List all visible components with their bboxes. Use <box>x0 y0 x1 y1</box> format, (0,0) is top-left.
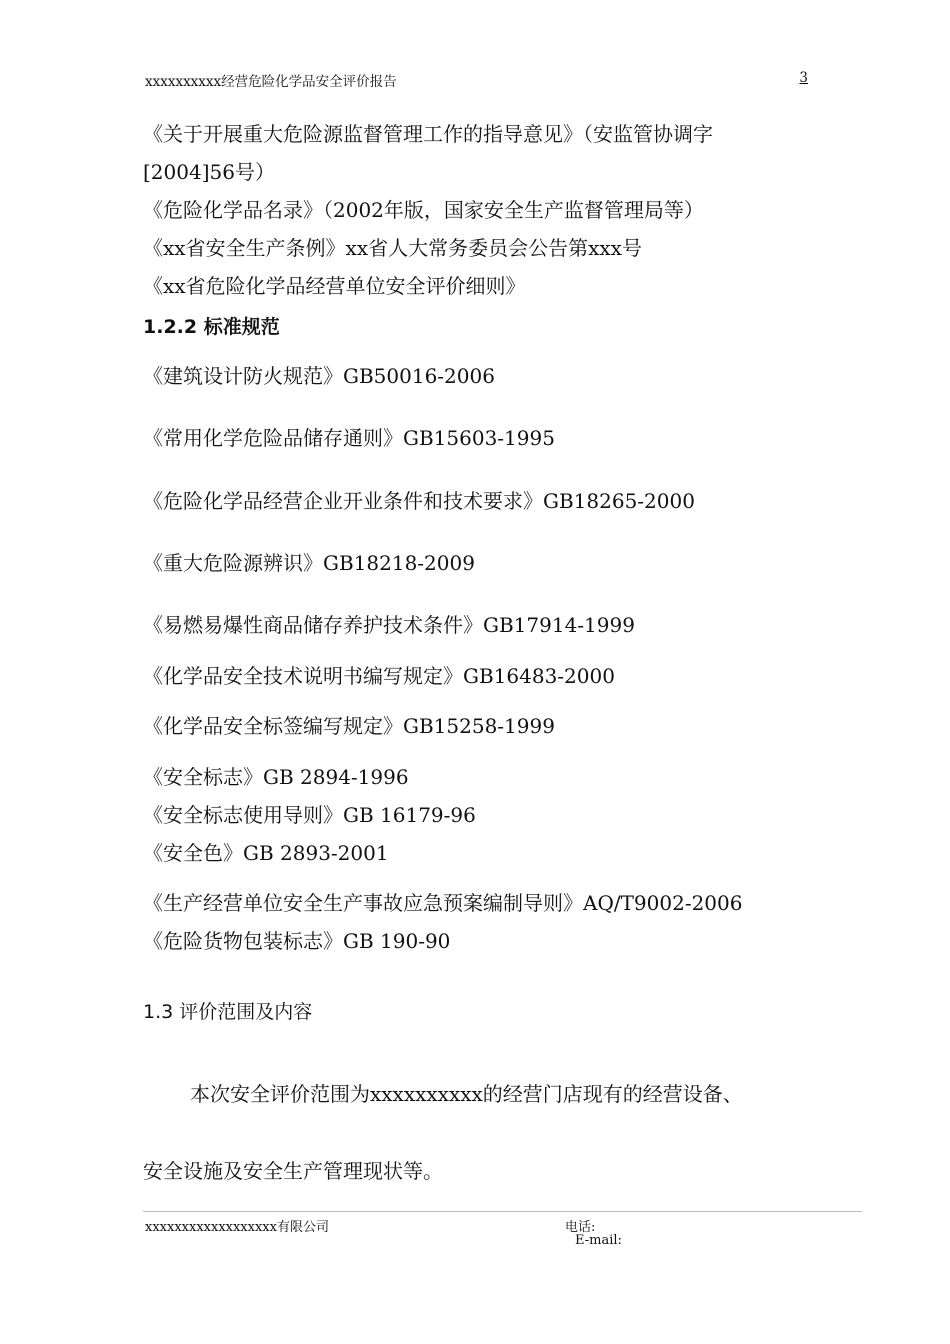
standard-item: 《常用化学危险品储存通则》GB15603-1995 <box>143 426 555 450</box>
page-number: 3 <box>799 70 808 86</box>
standard-item: 《化学品安全技术说明书编写规定》GB16483-2000 <box>143 664 615 688</box>
law-line: 《危险化学品名录》（2002年版，国家安全生产监督管理局等） <box>143 198 704 222</box>
standard-item: 《危险化学品经营企业开业条件和技术要求》GB18265-2000 <box>143 489 695 513</box>
section-heading-1-3: 1.3 评价范围及内容 <box>143 1001 313 1023</box>
section-heading-1-2-2: 1.2.2 标准规范 <box>143 316 280 338</box>
footer-divider <box>143 1211 862 1212</box>
standard-item: 《安全色》GB 2893-2001 <box>143 841 389 865</box>
report-title: xxxxxxxxxx经营危险化学品安全评价报告 <box>145 74 397 90</box>
law-line: 《xx省危险化学品经营单位安全评价细则》 <box>143 274 526 298</box>
standard-item: 《安全标志使用导则》GB 16179-96 <box>143 803 476 827</box>
standard-item: 《建筑设计防火规范》GB50016-2006 <box>143 364 495 388</box>
standard-item: 《重大危险源辨识》GB18218-2009 <box>143 551 475 575</box>
standard-item: 《化学品安全标签编写规定》GB15258-1999 <box>143 714 555 738</box>
scope-paragraph-line1: 本次安全评价范围为xxxxxxxxxx的经营门店现有的经营设备、 <box>190 1082 743 1106</box>
standard-item: 《易燃易爆性商品储存养护技术条件》GB17914-1999 <box>143 613 635 637</box>
footer-email-label: E-mail: <box>575 1233 622 1248</box>
standard-item: 《生产经营单位安全生产事故应急预案编制导则》AQ/T9002-2006 <box>143 891 743 915</box>
standard-item: 《危险货物包装标志》GB 190-90 <box>143 929 451 953</box>
law-line: [2004]56号） <box>143 160 275 184</box>
footer-phone-label: 电话: <box>565 1220 596 1235</box>
law-line: 《关于开展重大危险源监督管理工作的指导意见》（安监管协调字 <box>143 122 713 146</box>
scope-paragraph-line2: 安全设施及安全生产管理现状等。 <box>143 1159 443 1183</box>
standard-item: 《安全标志》GB 2894-1996 <box>143 765 409 789</box>
law-line: 《xx省安全生产条例》xx省人大常务委员会公告第xxx号 <box>143 236 642 260</box>
footer-company: xxxxxxxxxxxxxxxxxx有限公司 <box>145 1220 329 1235</box>
